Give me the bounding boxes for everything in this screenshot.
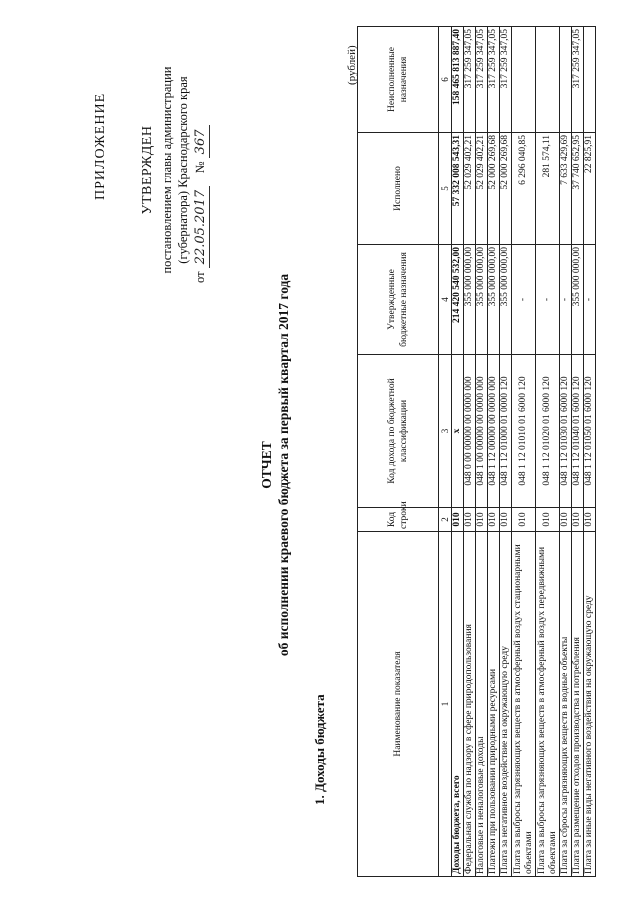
table-row: [488, 27, 500, 877]
handwritten-number: 367: [193, 125, 211, 158]
approval-date-row: [192, 45, 211, 295]
row-name: Плата за негативное воздействие на окружающую среду: [500, 532, 512, 877]
approval-block: [140, 45, 210, 295]
row-unexecuted: 317 259 347,05: [476, 27, 488, 133]
row-line-code: 010: [488, 508, 500, 532]
row-income-code: 048 1 12 01020 01 6000 120: [536, 355, 560, 508]
row-unexecuted: 158 465 813 887,40: [452, 27, 464, 133]
column-number: 6: [439, 27, 452, 133]
row-line-code: 010: [512, 508, 536, 532]
row-approved: 355 000 000,00: [488, 245, 500, 355]
revenue-table: [357, 26, 596, 877]
row-line-code: 010: [464, 508, 476, 532]
row-line-code: 010: [476, 508, 488, 532]
row-executed: 37 740 652,95: [572, 133, 584, 245]
table-column-numbers: [439, 27, 452, 877]
row-unexecuted: 317 259 347,05: [500, 27, 512, 133]
row-executed: 22 825,91: [584, 133, 596, 245]
row-income-code: 048 0 00 00000 00 0000 000: [464, 355, 476, 508]
approval-line-2: (губернатора) Краснодарского края: [176, 76, 190, 264]
table-row: [512, 27, 536, 877]
row-executed: 52 000 269,68: [488, 133, 500, 245]
row-name: Плата за сбросы загрязняющих веществ в водные объекты: [560, 532, 572, 877]
row-executed: 57 332 008 543,31: [452, 133, 464, 245]
row-approved: 355 000 000,00: [500, 245, 512, 355]
table-row: [464, 27, 476, 877]
row-executed: 6 296 040,85: [512, 133, 536, 245]
row-income-code: 048 1 12 01030 01 6000 120: [560, 355, 572, 508]
row-income-code: 048 1 12 01000 01 0000 120: [500, 355, 512, 508]
column-number: 2: [439, 508, 452, 532]
table-row: [452, 27, 464, 877]
report-subtitle: об исполнении краевого бюджета за первый квартал 2017 года: [276, 273, 291, 657]
row-unexecuted: 317 259 347,05: [572, 27, 584, 133]
row-line-code: 010: [560, 508, 572, 532]
row-approved: -: [512, 245, 536, 355]
column-number: 1: [439, 532, 452, 877]
table-row: [572, 27, 584, 877]
table-row: [560, 27, 572, 877]
row-line-code: 010: [536, 508, 560, 532]
report-heading: [258, 245, 292, 685]
row-income-code: 048 1 12 01010 01 6000 120: [512, 355, 536, 508]
table-row: [500, 27, 512, 877]
section-title: 1. Доходы бюджета: [312, 694, 327, 805]
number-prefix: №: [192, 161, 207, 174]
column-number: 3: [439, 355, 452, 508]
date-prefix: от: [192, 271, 207, 283]
row-name: Плата за выбросы загрязняющих веществ в атмосферный воздух стационарными объектами: [512, 532, 536, 877]
row-income-code: 048 1 12 00000 00 0000 000: [488, 355, 500, 508]
handwritten-date: 22.05.2017: [193, 186, 211, 268]
table-row: [536, 27, 560, 877]
row-executed: 52 029 402,21: [464, 133, 476, 245]
header-indicator-name: Наименование показателя: [358, 532, 439, 877]
row-income-code: x: [452, 355, 464, 508]
row-approved: 355 000 000,00: [476, 245, 488, 355]
row-approved: 214 420 540 532,00: [452, 245, 464, 355]
table-row: [584, 27, 596, 877]
row-approved: 355 000 000,00: [464, 245, 476, 355]
row-name: Плата за выбросы загрязняющих веществ в атмосферный воздух передвижными объектами: [536, 532, 560, 877]
row-name: Федеральная служба по надзору в сфере природопользования: [464, 532, 476, 877]
row-approved: -: [584, 245, 596, 355]
row-unexecuted: [512, 27, 536, 133]
row-executed: 281 574,11: [536, 133, 560, 245]
row-unexecuted: [560, 27, 572, 133]
row-line-code: 010: [500, 508, 512, 532]
row-unexecuted: 317 259 347,05: [488, 27, 500, 133]
row-unexecuted: 317 259 347,05: [464, 27, 476, 133]
row-name: Платежи при пользовании природными ресурсами: [488, 532, 500, 877]
row-name: Плата за размещение отходов производства и потребления: [572, 532, 584, 877]
row-line-code: 010: [584, 508, 596, 532]
header-approved: Утвержденные бюджетные назначения: [358, 245, 439, 355]
row-approved: 355 000 000,00: [572, 245, 584, 355]
table-row: [476, 27, 488, 877]
appendix-label: ПРИЛОЖЕНИЕ: [93, 92, 108, 200]
report-title: ОТЧЕТ: [259, 441, 274, 489]
header-line-code: Код строки: [358, 508, 439, 532]
table-header-row: [358, 27, 439, 877]
row-line-code: 010: [452, 508, 464, 532]
header-executed: Исполнено: [358, 133, 439, 245]
row-income-code: 048 1 00 00000 00 0000 000: [476, 355, 488, 508]
row-line-code: 010: [572, 508, 584, 532]
row-executed: 7 633 429,69: [560, 133, 572, 245]
header-unexecuted: Неисполненные назначения: [358, 27, 439, 133]
row-unexecuted: [536, 27, 560, 133]
column-number: 4: [439, 245, 452, 355]
row-approved: -: [560, 245, 572, 355]
row-income-code: 048 1 12 01040 01 6000 120: [572, 355, 584, 508]
row-name: Доходы бюджета, всего: [452, 532, 464, 877]
row-name: Плата за иные виды негативного воздействия на окружающую среду: [584, 532, 596, 877]
approval-title: УТВЕРЖДЕН: [140, 125, 155, 215]
column-number: 5: [439, 133, 452, 245]
approval-line-1: постановлением главы администрации: [159, 66, 174, 274]
header-income-code: Код дохода по бюджетной классификации: [358, 355, 439, 508]
row-executed: 52 000 269,68: [500, 133, 512, 245]
row-executed: 52 029 402,21: [476, 133, 488, 245]
row-income-code: 048 1 12 01050 01 6000 120: [584, 355, 596, 508]
row-approved: -: [536, 245, 560, 355]
units-label: (рублей): [346, 45, 358, 85]
row-unexecuted: [584, 27, 596, 133]
row-name: Налоговые и неналоговые доходы: [476, 532, 488, 877]
